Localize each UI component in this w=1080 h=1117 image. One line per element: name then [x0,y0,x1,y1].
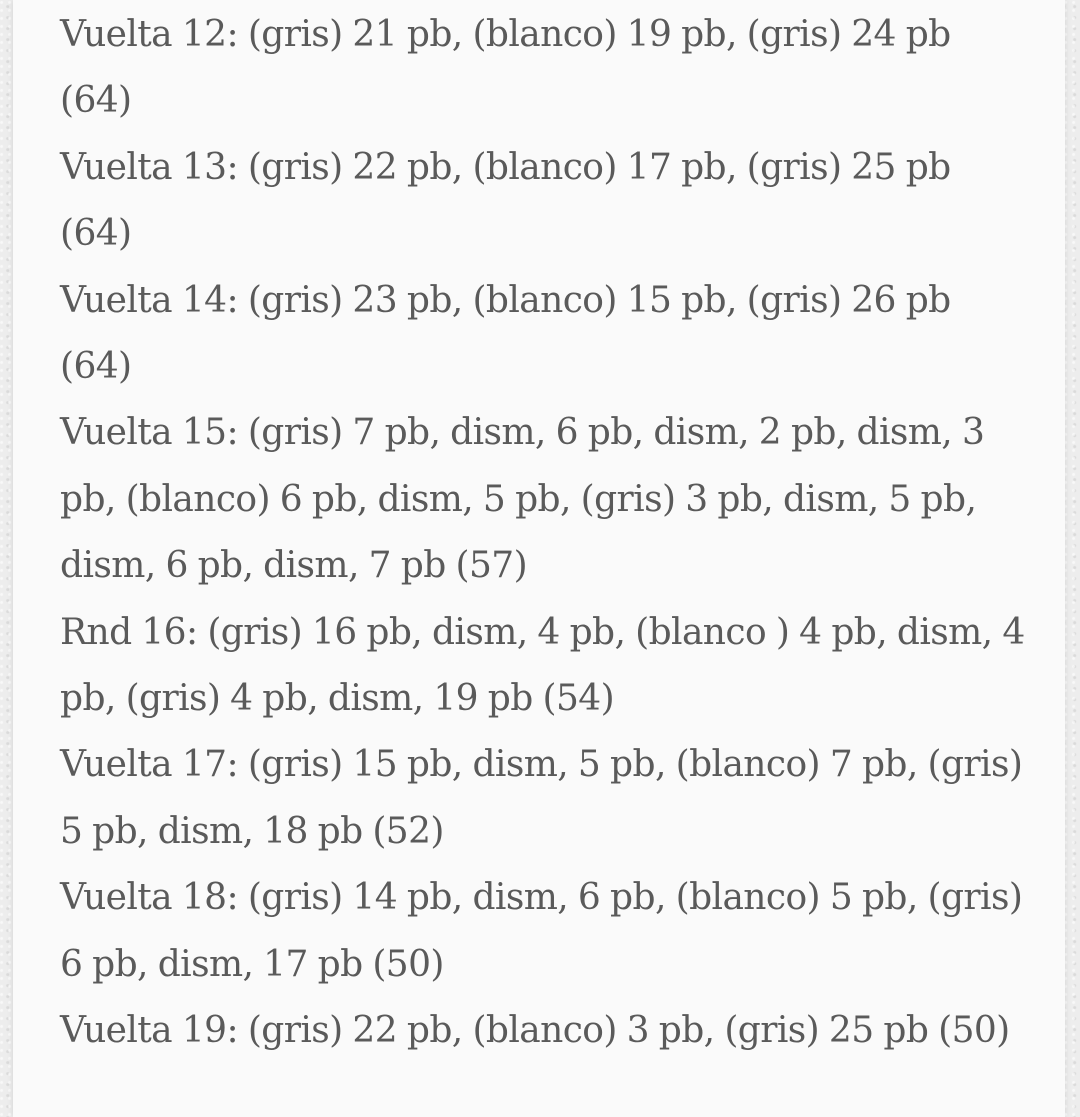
round-12: Vuelta 12: (gris) 21 pb, (blanco) 19 pb, (gris) 24 pb (64) [60,14,951,122]
pattern-page [13,0,1065,1117]
round-16: Rnd 16: (gris) 16 pb, dism, 4 pb, (blanco ) 4 pb, dism, 4 pb, (gris) 4 pb, dism, 19 pb (54) [60,611,1025,720]
round-18: Vuelta 18: (gris) 14 pb, dism, 6 pb, (blanco) 5 pb, (gris) 6 pb, dism, 17 pb (50) [60,877,1023,985]
pattern-round-list [60,2,1025,1065]
round-19: Vuelta 19: (gris) 22 pb, (blanco) 3 pb, (gris) 25 pb (50) [60,1010,1010,1052]
round-17: Vuelta 17: (gris) 15 pb, dism, 5 pb, (blanco) 7 pb, (gris) 5 pb, dism, 18 pb (52) [60,744,1023,852]
round-13: Vuelta 13: (gris) 22 pb, (blanco) 17 pb, (gris) 25 pb (64) [60,146,951,255]
round-15: Vuelta 15: (gris) 7 pb, dism, 6 pb, dism, 2 pb, dism, 3 pb, (blanco) 6 pb, dism, 5 pb, (gris) 3 pb, dism, 5 pb, dism, 6 pb, dism, 7 pb (57) [60,412,985,587]
round-14: Vuelta 14: (gris) 23 pb, (blanco) 15 pb, (gris) 26 pb (64) [60,279,951,388]
